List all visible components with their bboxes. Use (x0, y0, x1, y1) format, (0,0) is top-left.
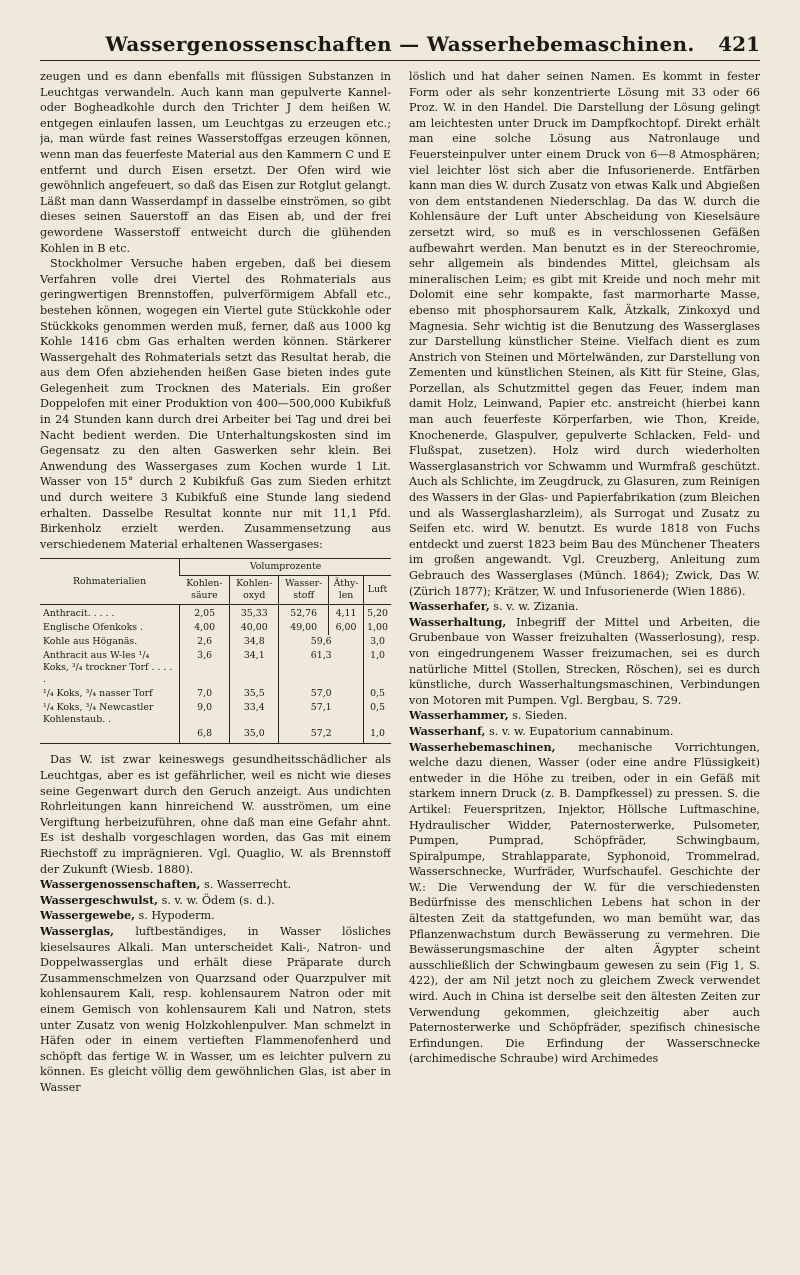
table-group-header: Volumprozente (180, 559, 391, 576)
table-cell: 5,20 (364, 605, 391, 622)
table-cell (40, 727, 180, 744)
table-cell: 3,0 (364, 635, 391, 649)
page-header (40, 30, 760, 61)
entry-text: Inbegriff der Mittel und Arbeiten, die Grubenbaue von Wasser freizuhalten (Wasserlosung), resp. von eingedrungenem Wasser freizumachen, sei es durch natürliche Mittel (Stollen, Strecken, Röschen), sei es durch künstliche, durch Wasserhaltungsmaschinen, Verbindungen von Motoren mit Pumpen. Vgl. Bergbau, S. 729. (409, 615, 760, 707)
table-cell: 1,0 (364, 649, 391, 687)
entry-headword: Wasserhafer, (409, 599, 490, 614)
table-row (40, 701, 391, 727)
dictionary-entry (40, 924, 391, 1096)
table-cell: 33,4 (230, 701, 279, 727)
gas-composition-table (40, 558, 391, 744)
table-row (40, 621, 391, 635)
table-cell: ¹/₄ Koks, ³/₄ nasser Torf (43, 688, 153, 700)
table-cell: 1,00 (364, 621, 391, 635)
table-cell: 4,00 (180, 621, 230, 635)
table-cell: Englische Ofenkoks . (43, 622, 144, 634)
table-cell: 34,8 (230, 635, 279, 649)
table-cell: 34,1 (230, 649, 279, 687)
table-row (40, 687, 391, 701)
table-cell: 57,0 (279, 687, 364, 701)
table-header: Kohlen-oxyd (230, 576, 279, 605)
table-cell: 2,6 (180, 635, 230, 649)
entry-text: s. Wasserrecht. (200, 878, 292, 892)
paragraph: Das W. ist zwar keineswegs gesundheitsschädlicher als Leuchtgas, aber es ist gefährlicher, weil es nicht wie dieses seine Gegenwart durch den Geruch anzeigt. Aus undichten Rohrleitungen kann hinreichend W. ausströmen, um eine Vergiftung herbeizuführen, ohne daß man eine Gefahr ahnt. Es ist deshalb vorgeschlagen worden, das Gas mit einem Riechstoff zu imprägnieren. Vgl. Quaglio, W. als Brennstoff der Zukunft (Wiesb. 1880). (40, 753, 391, 876)
entry-text: s. v. w. Eupatorium cannabinum. (485, 724, 674, 738)
table-cell: ¹/₄ Koks, ³/₄ Newcastler Kohlenstaub. . (43, 702, 154, 726)
table-cell: 35,5 (230, 687, 279, 701)
table-cell: 49,00 (279, 621, 329, 635)
table-cell: 9,0 (180, 701, 230, 727)
entry-text: mechanische Vorrichtungen, welche dazu dienen, Wasser (oder eine andre Flüssigkeit) entweder in die Höhe zu treiben, oder in ein Gefäß mit starkem innern Druck (z. B. Dampfkessel) zu pressen. S. die Artikel: Feuerspritzen, Injektor, Höllsche Luftmaschine, Hydraulischer Widder, Paternosterwerke, Pulsometer, Pumpen, Pumprad, Schöpfräder, Schwingbaum, Spiralpumpe, Strahlapparate, Syphonoid, Trommelrad, Wasserschnecke, Wurfräder, Wurfschaufel. Geschichte der W.: Die Verwendung der W. für die verschiedensten Bedürfnisse des menschlichen Lebens hat schon in der ältesten Zeit da stattgefunden, wo man bemüht war, das Pflanzenwachstum durch Bewässerung zu vermehren. Die Bewässerungsmaschine der alten Ägypter scheint ausschließlich der Schwingbaum gewesen zu sein (Fig 1, S. 422), der am Nil jetzt noch zu gleichem Zweck verwendet wird. Auch in China ist derselbe seit den ältesten Zeiten zur Verwendung gekommen, gleichzeitig aber auch Paternosterwerke und Schöpfräder, spezifisch chinesische Erfindungen. Die Erfindung der Wasserschnecke (archimedische Schraube) wird Archimedes (409, 740, 760, 1066)
page-number: 421 (718, 32, 760, 56)
table-cell: Anthracit aus W-les ¹/₄ Koks, ³/₄ trockner Torf . . . . . (43, 650, 173, 686)
entry-text: s. v. w. Ödem (s. d.). (158, 893, 275, 907)
dictionary-entry (409, 724, 760, 740)
dictionary-entry (409, 615, 760, 709)
table-row (40, 635, 391, 649)
table-cell: 57,1 (279, 701, 364, 727)
paragraph: Stockholmer Versuche haben ergeben, daß bei diesem Verfahren volle drei Viertel des Rohmaterials aus geringwertigen Brennstoffen, pulverförmigem Abfall etc., bestehen können, wogegen ein Viertel gute Stückkohle oder Stückkoks genommen werden muß, ferner, daß aus 1000 kg Kohle 1416 cbm Gas erhalten werden können. Stärkerer Wassergehalt des Rohmaterials setzt das Resultat herab, die aus dem Ofen abziehenden heißen Gase bieten indes gute Gelegenheit zum Trocknen des Materials. Ein großer Doppelofen mit einer Produktion von 400—500,000 Kubikfuß in 24 Stunden kann durch drei Arbeiter bei Tag und drei bei Nacht bedient werden. Die Unterhaltungskosten sind im Gegensatz zu den alten Gaswerken sehr klein. Bei Anwendung des Wassergases zum Kochen wurde 1 Lit. Wasser von 15° durch 2 Kubikfuß Gas zum Sieden erhitzt und durch weitere 3 Kubikfuß eine Stunde lang siedend erhalten. Dasselbe Resultat konnte nur mit 11,1 Pfd. Birkenholz erzielt werden. Zusammensetzung aus verschiedenem Material erhaltenen Wassergases: (40, 257, 391, 551)
table-cell: 7,0 (180, 687, 230, 701)
table-cell: Anthracit. . . . . (43, 608, 115, 620)
entry-headword: Wassergewebe, (40, 908, 135, 923)
entry-text: s. v. w. Zizania. (489, 600, 579, 614)
table-cell: 61,3 (279, 649, 364, 687)
entry-headword: Wasserhebemaschinen, (409, 739, 556, 754)
dictionary-entry (409, 599, 760, 615)
entry-text: s. Hypoderm. (134, 909, 215, 923)
table-row (40, 649, 391, 687)
table-header: Kohlen-säure (180, 576, 230, 605)
table-cell: 52,76 (279, 605, 329, 622)
table-cell: 6,8 (180, 727, 230, 744)
entry-headword: Wasserglas, (40, 923, 114, 938)
table-cell: 35,0 (230, 727, 279, 744)
text-columns (40, 69, 760, 1095)
table-cell: 6,00 (329, 621, 364, 635)
table-header: Äthy-len (329, 576, 364, 605)
dictionary-entry (409, 740, 760, 1067)
table-cell: Kohle aus Höganäs. (43, 636, 138, 648)
table-cell: 2,05 (180, 605, 230, 622)
table-cell: 59,6 (279, 635, 364, 649)
dictionary-entry (40, 893, 391, 909)
entry-headword: Wassergenossenschaften, (40, 877, 201, 892)
table-row (40, 605, 391, 622)
dictionary-entry (40, 877, 391, 893)
table-cell: 57,2 (279, 727, 364, 744)
table-cell: 1,0 (364, 727, 391, 744)
table-header: Rohmaterialien (40, 559, 180, 605)
entry-headword: Wasserhammer, (409, 708, 509, 723)
dictionary-entry (409, 708, 760, 724)
right-column (409, 69, 760, 1095)
running-head: Wassergenossenschaften — Wasserhebemaschinen. (105, 32, 695, 56)
left-column (40, 69, 391, 1095)
table-header: Wasser-stoff (279, 576, 329, 605)
entry-headword: Wassergeschwulst, (40, 892, 159, 907)
entry-headword: Wasserhanf, (409, 723, 486, 738)
table-cell: 0,5 (364, 687, 391, 701)
table-header: Luft (364, 576, 391, 605)
table-row (40, 727, 391, 744)
table-cell: 35,33 (230, 605, 279, 622)
table-cell: 3,6 (180, 649, 230, 687)
dictionary-entry (40, 908, 391, 924)
table-cell: 40,00 (230, 621, 279, 635)
table-cell: 4,11 (329, 605, 364, 622)
table-cell: 0,5 (364, 701, 391, 727)
entry-headword: Wasserhaltung, (409, 614, 507, 629)
entry-text: luftbeständiges, in Wasser lösliches kieselsaures Alkali. Man unterscheidet Kali-, Natron- und Doppelwasserglas und erhält diese Präparate durch Zusammenschmelzen von Quarzsand oder Quarzpulver mit kohlensaurem Kali, resp. kohlensaurem Natron oder mit einem Gemisch von kohlensaurem Kali und Natron, stets unter Zusatz von wenig Holzkohlenpulver. Man schmelzt in Häfen oder in einem vertieften Flammenofenherd und schöpft das fertige W. in Wasser, um es leichter pulvern zu können. Es gleicht völlig dem gewöhnlichen Glas, ist aber in Wasser (40, 924, 391, 1094)
entry-text: s. Sieden. (508, 709, 568, 723)
paragraph: löslich und hat daher seinen Namen. Es kommt in fester Form oder als sehr konzentrierte Lösung mit 33 oder 66 Proz. W. in den Handel. Die Darstellung der Lösung gelingt am leichtesten unter Druck im Dampfkochtopf. Direkt erhält man eine solche Lösung aus Natronlauge und Feuersteinpulver unter einem Druck von 6—8 Atmosphären; viel leichter löst sich aber die Infusorienerde. Entfärben kann man dies W. durch Zusatz von etwas Kalk und Abgießen von dem entstandenen Niederschlag. Da das W. durch die Kohlensäure der Luft unter Abscheidung von Kieselsäure zersetzt wird, so muß es in verschlossenen Gefäßen aufbewahrt werden. Man benutzt es in der Stereochromie, sehr allgemein als bindendes Mittel, gleichsam als mineralischen Leim; es gibt mit Kreide und noch mehr mit Dolomit eine sehr kompakte, fast marmorharte Masse, ebenso mit phosphorsaurem Kalk, Ätzkalk, Zinkoxyd und Magnesia. Sehr wichtig ist die Benutzung des Wasserglases zur Darstellung künstlicher Steine. Vielfach dient es zum Anstrich von Steinen und Mörtelwänden, zur Darstellung von Zementen und künstlichen Steinen, als Kitt für Steine, Glas, Porzellan, als Schutzmittel gegen das Feuer, indem man damit Holz, Leinwand, Papier etc. anstreicht (hierbei kann man auch feuerfeste Körperfarben, wie Thon, Kreide, Knochenerde, Glaspulver, gepulverte Schlacken, Feld- und Flußspat, zusetzen). Holz wird durch wiederholten Wasserglasanstrich vor Schwamm und Wurmfraß geschützt. Auch als Schlichte, im Zeugdruck, zu Glasuren, zum Reinigen des Wassers in der Glas- und Papierfabrikation (zum Bleichen und als Wasserglasharzleim), als Surrogat und Zusatz zu Seifen etc. wird W. benutzt. Es wurde 1818 von Fuchs entdeckt und zuerst 1823 beim Bau des Münchener Theaters im großen angewandt. Vgl. Creuzberg, Anleitung zum Gebrauch des Wasserglases (Münch. 1864); Zwick, Das W. (Zürich 1877); Krätzer, W. und Infusorienerde (Wien 1886). (409, 70, 760, 598)
paragraph: zeugen und es dann ebenfalls mit flüssigen Substanzen in Leuchtgas verwandeln. Auch kann man gepulverte Kannel- oder Boghеadkohle durch den Trichter J dem heißen W. entgegen einlaufen lassen, um Leuchtgas zu erzeugen etc.; ja, man würde fast reines Wasserstoffgas erzeugen können, wenn man das feuerfeste Material aus den Kammern C und E entfernt und durch Eisen ersetzt. Der Ofen wird wie gewöhnlich angefeuert, so daß das Eisen zur Rotglut gelangt. Läßt man dann Wasserdampf in dasselbe einströmen, so gibt dieses seinen Sauerstoff an das Eisen ab, und der frei gewordene Wasserstoff entweicht durch die glühenden Kohlen in B etc. (40, 70, 391, 255)
